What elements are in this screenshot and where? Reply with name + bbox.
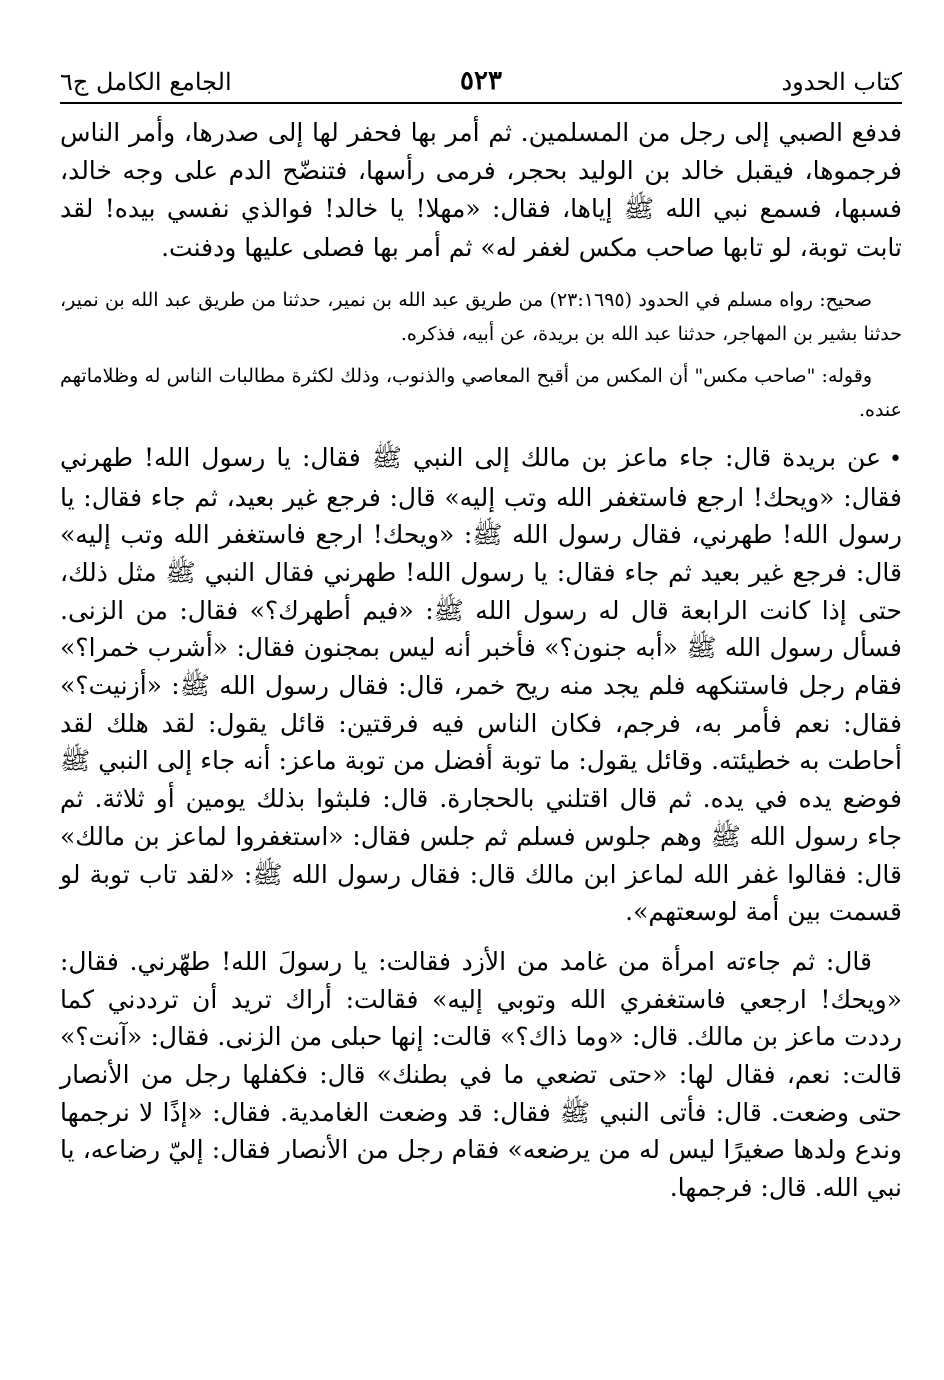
continuation-paragraph: فدفع الصبي إلى رجل من المسلمين. ثم أمر بها فحفر لها إلى صدرها، وأمر الناس فرجموها، فيقبل خالد بن الوليد بحجر، فرمى رأسها، فتنضّح الدم على وجه خالد، فسبها، فسمع نبي الله ﷺ إياها، فقال: «مهلا! يا خالد! فوالذي نفسي بيده! لقد تابت توبة، لو تابها صاحب مكس لغفر له» ثم أمر بها فصلى عليها ودفنت. bbox=[60, 118, 902, 262]
bullet-icon: • bbox=[889, 446, 902, 472]
book-page bbox=[60, 62, 902, 1207]
book-title: الجامع الكامل ج٦ bbox=[60, 68, 232, 96]
hadith-ghamidiya-paragraph: قال: ثم جاءته امرأة من غامد من الأزد فقالت: يا رسولَ الله! طهّرني. فقال: «ويحك! ارجعي فاستغفري الله وتوبي إليه» فقالت: أراك تريد أن ترددني كما رددت ماعز بن مالك. قال: «وما ذاك؟» قالت: إنها حبلى من الزنى. فقال: «آنت؟» قالت: نعم، فقال لها: «حتى تضعي ما في بطنك» قال: فكفلها رجل من الأنصار حتى وضعت. قال: فأتى النبي ﷺ فقال: قد وضعت الغامدية. فقال: «إذًا لا نرجمها وندع ولدها صغيرًا ليس له من يرضعه» فقام رجل من الأنصار فقال: إليّ رضاعه، يا نبي الله. قال: فرجمها. bbox=[60, 946, 902, 1203]
sharh-note: وقوله: "صاحب مكس" أن المكس من أقبح المعاصي والذنوب، وذلك لكثرة مطالبات الناس له وظلاماتهم عنده. bbox=[60, 364, 902, 421]
running-header bbox=[60, 62, 902, 104]
page-number: ٥٢٣ bbox=[460, 66, 502, 96]
hadith-maiz-text: عن بريدة قال: جاء ماعز بن مالك إلى النبي ﷺ فقال: يا رسول الله! طهرني فقال: «ويحك! ارجع فاستغفر الله وتب إليه» قال: فرجع غير بعيد، ثم جاء فقال: يا رسول الله! طهرني، فقال رسول الله ﷺ: «ويحك! ارجع فاستغفر الله وتب إليه» قال: فرجع غير بعيد ثم جاء فقال: يا رسول الله! طهرني فقال النبي ﷺ مثل ذلك، حتى إذا كانت الرابعة قال له رسول الله ﷺ: «فيم أطهرك؟» فقال: من الزنى. فسأل رسول الله ﷺ «أبه جنون؟» فأخبر أنه ليس بمجنون فقال: «أشرب خمرا؟» فقام رجل فاستنكهه فلم يجد منه ريح خمر، قال: فقال رسول الله ﷺ: «أزنيت؟» فقال: نعم فأمر به، فرجم، فكان الناس فيه فرقتين: قائل يقول: لقد هلك لقد أحاطت به خطيئته. وقائل يقول: ما توبة أفضل من توبة ماعز: أنه جاء إلى النبي ﷺ فوضع يده في يده. ثم قال اقتلني بالحجارة. قال: فلبثوا بذلك يومين أو ثلاثة. ثم جاء رسول الله ﷺ وهم جلوس فسلم ثم جلس فقال: «استغفروا لماعز بن مالك» قال: فقالوا غفر الله لماعز ابن مالك قال: فقال رسول الله ﷺ: «لقد تاب توبة لو قسمت بين أمة لوسعتهم». bbox=[60, 442, 902, 927]
hadith-maiz-paragraph bbox=[60, 439, 902, 931]
chapter-title: كتاب الحدود bbox=[781, 68, 902, 96]
takhrij-note: صحيح: رواه مسلم في الحدود (٢٣:١٦٩٥) من طريق عبد الله بن نمير، حدثنا من طريق عبد الله بن نمير، حدثنا بشير بن المهاجر، حدثنا عبد الله بن بريدة، عن أبيه، فذكره. bbox=[60, 288, 902, 345]
